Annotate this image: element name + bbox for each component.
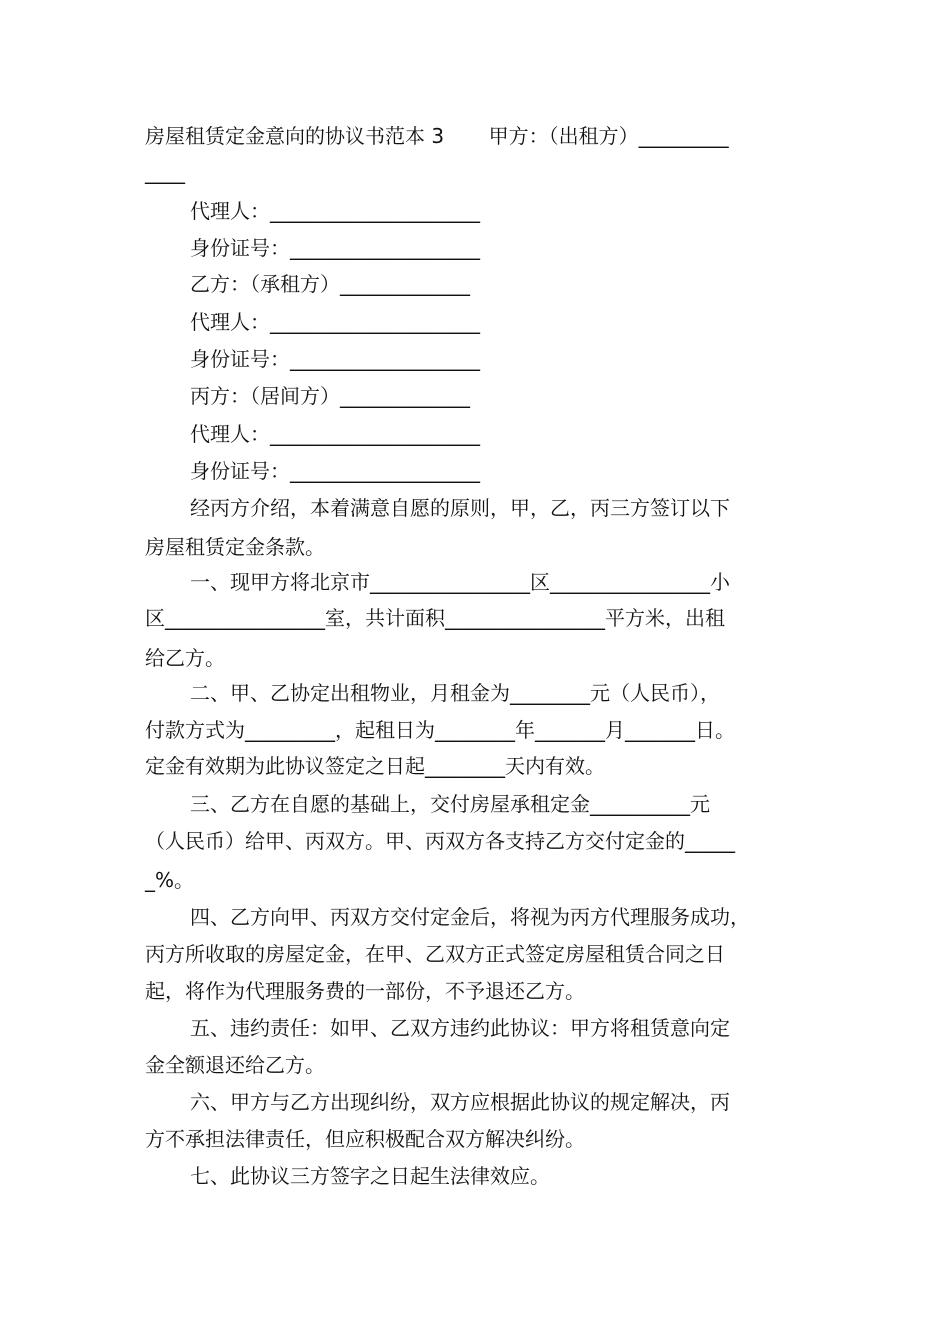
- paragraph-intro-line: 经丙方介绍，本着满意自愿的原则，甲，乙，丙三方签订以下: [190, 496, 730, 520]
- party-b-id-field: 身份证号：___________________: [190, 347, 480, 371]
- clause-6-line: 方不承担法律责任，但应积极配合双方解决纠纷。: [145, 1127, 585, 1151]
- clause-2-line: 定金有效期为此协议签定之日起________天内有效。: [145, 754, 605, 778]
- clause-3-line: 三、乙方在自愿的基础上，交付房屋承租定金__________元: [190, 792, 710, 816]
- party-a-id-field: 身份证号：___________________: [190, 236, 480, 260]
- party-b-agent-field: 代理人：_____________________: [190, 310, 480, 334]
- party-c-field: 丙方：（居间方）_____________: [190, 384, 470, 408]
- clause-3-line: （人民币）给甲、丙双方。甲、丙双方各支持乙方交付定金的_____: [145, 829, 735, 853]
- clause-1-line: 给乙方。: [145, 646, 225, 670]
- clause-4-line: 丙方所收取的房屋定金，在甲、乙双方正式签定房屋租赁合同之日: [145, 942, 725, 966]
- title-line-continuation: ____: [145, 160, 185, 184]
- clause-2-line: 付款方式为_________，起租日为________年_______月_______日。: [145, 718, 735, 742]
- clause-1-line: 区________________室，共计面积________________平方米，出租: [145, 606, 725, 630]
- clause-7-line: 七、此协议三方签字之日起生法律效应。: [190, 1164, 550, 1188]
- clause-3-line: _%。: [145, 868, 195, 892]
- clause-5-line: 金全额退还给乙方。: [145, 1053, 325, 1077]
- clause-4-line: 四、乙方向甲、丙双方交付定金后，将视为丙方代理服务成功，: [190, 905, 750, 929]
- party-c-id-field: 身份证号：___________________: [190, 459, 480, 483]
- party-c-agent-field: 代理人：_____________________: [190, 422, 480, 446]
- document-title-line: 房屋租赁定金意向的协议书范本 3 甲方：（出租方）_________: [145, 124, 729, 148]
- clause-1-line: 一、现甲方将北京市________________区________________小: [190, 570, 730, 594]
- clause-6-line: 六、甲方与乙方出现纠纷，双方应根据此协议的规定解决，丙: [190, 1090, 730, 1114]
- party-b-field: 乙方：（承租方）_____________: [190, 272, 470, 296]
- clause-4-line: 起，将作为代理服务费的一部份，不予退还乙方。: [145, 979, 585, 1003]
- clause-2-line: 二、甲、乙协定出租物业，月租金为________元（人民币），: [190, 681, 720, 705]
- paragraph-intro-line: 房屋租赁定金条款。: [145, 535, 325, 559]
- clause-5-line: 五、违约责任：如甲、乙双方违约此协议：甲方将租赁意向定: [190, 1016, 730, 1040]
- party-a-agent-field: 代理人：_____________________: [190, 199, 480, 223]
